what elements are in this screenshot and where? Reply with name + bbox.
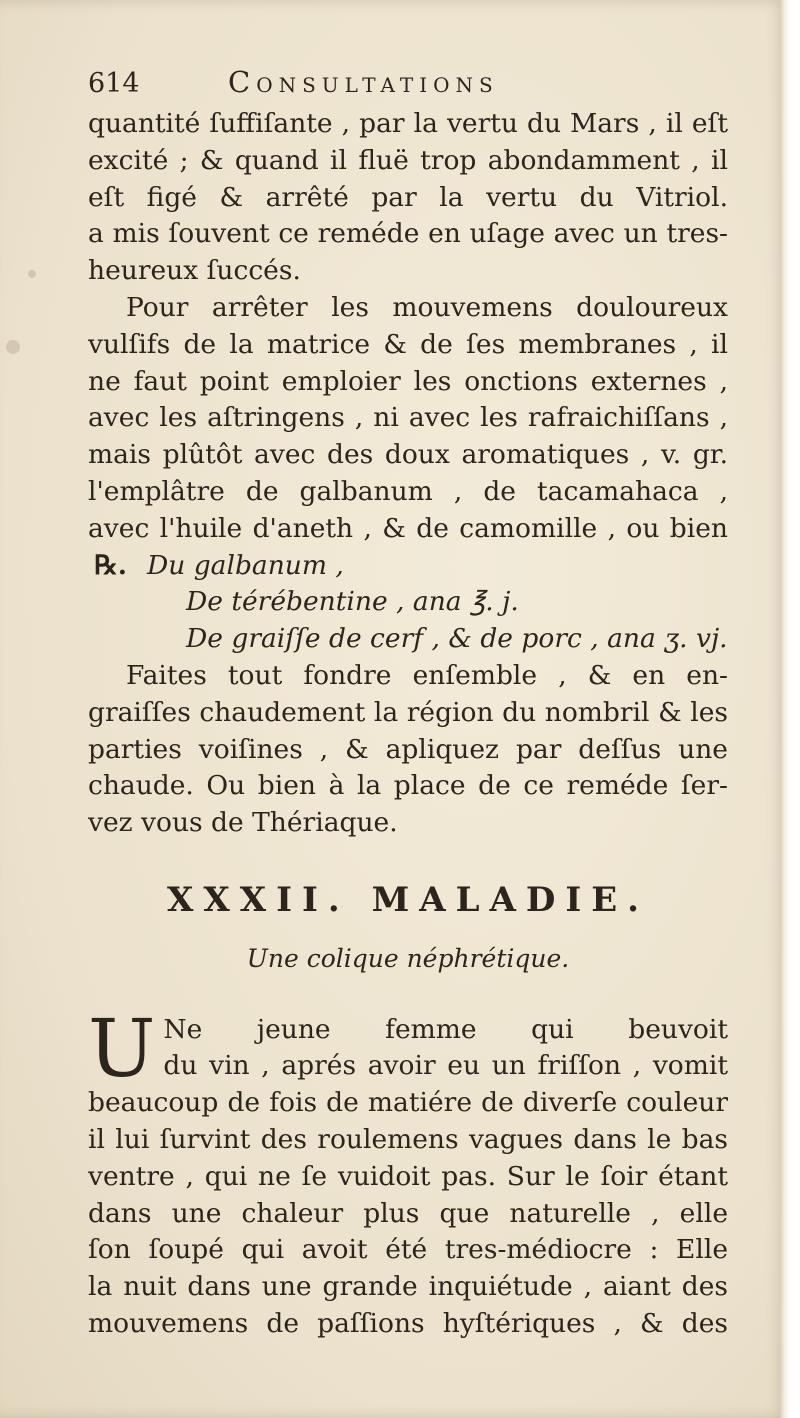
text-line: avec les aſtringens , ni avec les rafraichiſſans ,	[88, 402, 728, 434]
recipe-line: De térébentine , ana ℥. j.	[186, 586, 519, 618]
page-edge	[780, 0, 790, 1418]
section-heading: XXXII. MALADIE.	[166, 879, 650, 920]
running-head	[88, 64, 728, 104]
text-line: du vin , aprés avoir eu un friſſon , vomit	[163, 1050, 728, 1082]
text-line: dans une chaleur plus que naturelle , elle	[88, 1197, 728, 1229]
recipe-symbol: ℞.	[94, 549, 127, 581]
paper-stain	[28, 270, 36, 278]
text-line: ne faut point emploier les onctions externes ,	[88, 365, 728, 397]
text-line: parties voiſines , & apliquez par deſſus une	[88, 733, 728, 765]
paragraph-4	[88, 1001, 728, 1343]
paragraph-2	[88, 290, 728, 548]
running-title: Consultations	[228, 65, 499, 99]
text-line: heureux ſuccés.	[88, 255, 301, 287]
recipe	[88, 548, 728, 658]
section-subheading: Une colique néphrétique.	[246, 943, 570, 973]
paragraph-3	[88, 658, 728, 842]
text-line: eſt figé & arrêté par la vertu du Vitriol.	[88, 181, 728, 213]
text-line: Pour arrêter les mouvemens douloureux	[126, 291, 728, 323]
text-line: vez vous de Thériaque.	[88, 807, 398, 839]
text-line: il lui ſurvint des roulemens vagues dans le bas	[88, 1123, 728, 1155]
text-line: ſon ſoupé qui avoit été tres-médiocre : Elle	[88, 1234, 728, 1266]
recipe-line	[88, 548, 728, 585]
drop-cap: U	[88, 1001, 156, 1095]
text-line: quantité ſuffiſante , par la vertu du Mars , il eſt	[88, 108, 728, 139]
text-line: mais plûtôt avec des doux aromatiques , v. gr.	[88, 439, 728, 471]
page-number: 614	[88, 68, 140, 99]
paragraph-1	[88, 106, 728, 290]
text-line: la nuit dans une grande inquiétude , aiant des	[88, 1271, 728, 1303]
recipe-line: De graiſſe de cerf , & de porc , ana ʒ. vj.	[186, 623, 728, 655]
text-line: graiſſes chaudement la région du nombril & les	[88, 696, 728, 728]
text-line: a mis ſouvent ce reméde en uſage avec un tres-	[88, 218, 728, 250]
text-line: chaude. Ou bien à la place de ce reméde ſer-	[88, 770, 728, 802]
recipe-text: Du galbanum ,	[146, 549, 344, 581]
text-block	[88, 64, 728, 1343]
text-line: beaucoup de fois de matiére de diverſe couleur	[88, 1087, 728, 1119]
text-line: avec l'huile d'aneth , & de camomille , ou bien	[88, 512, 728, 544]
text-line: mouvemens de paſſions hyſtériques , & des	[88, 1307, 728, 1339]
text-line: vulſifs de la matrice & de ſes membranes , il	[88, 328, 728, 360]
text-line: ventre , qui ne ſe vuidoit pas. Sur le ſoir étant	[88, 1160, 728, 1192]
text-line: Faites tout fondre enſemble , & en en-	[126, 659, 728, 691]
paper-stain	[6, 340, 20, 354]
text-line: l'emplâtre de galbanum , de tacamahaca ,	[88, 475, 728, 507]
text-line: excité ; & quand il fluë trop abondamment , il	[88, 144, 728, 176]
text-line: Ne jeune femme qui beuvoit	[163, 1013, 728, 1045]
